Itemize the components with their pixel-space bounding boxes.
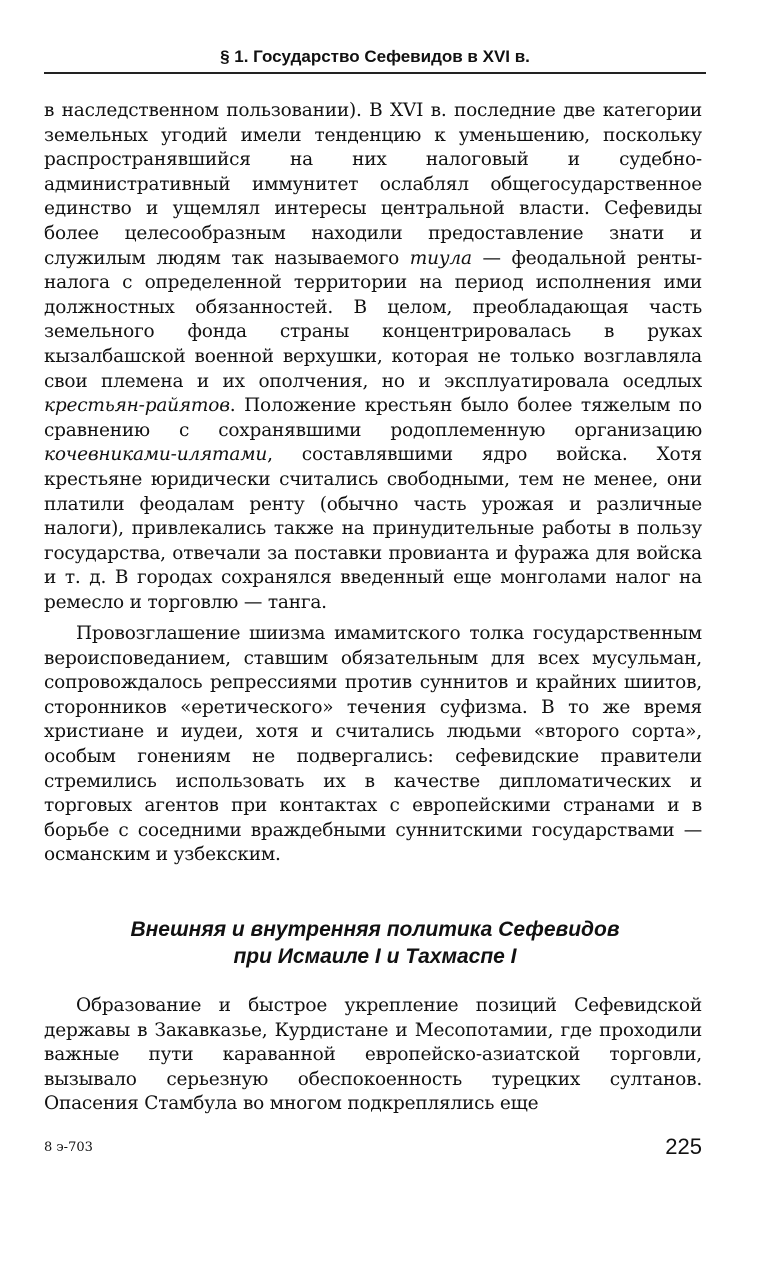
paragraph-text: — феодальной ренты-налога с определенной территории на период исполнения ими должностных обязанностей. В целом, преобладающая часть земельного фонда страны концентрировалась в руках кызалбашской военной верхушки, которая не только возглавляла свои племена и их ополчения, но и эксплуатировала оседлых	[44, 247, 702, 392]
paragraph-text: , составлявшими ядро войска. Хотя крестьяне юридически считались свободными, тем не менее, они платили феодалам ренту (обычно часть урожая и различные налоги), привлекались также на принудительные работы в пользу государства, отвечали за поставки провианта и фуража для войска и т. д. В городах сохранялся введенный еще монголами налог на ремесло и торговлю — танга.	[44, 444, 702, 613]
section-heading-line-2: при Исмаиле I и Тахмаспе I	[233, 945, 517, 968]
term-raiyat: крестьян-райятов	[44, 395, 230, 417]
header-rule	[44, 72, 706, 74]
paragraph-text: Образование и быстрое укрепление позиций Сефевидской державы в Закавказье, Курдистане и Месопотамии, где проходили важные пути караванной европейско-азиатской торговли, вызывало серьезную обеспокоенность турецких султанов. Опасения Стамбула во многом подкреплялись еще	[44, 995, 702, 1115]
paragraph-shiism	[44, 622, 702, 868]
paragraph-text: в наследственном пользовании). В XVI в. последние две категории земельных угодий имели тенденцию к уменьшению, поскольку распространявшийся на них налоговый и судебно-административный иммунитет ослаблял общегосударственное единство и ущемлял интересы центральной власти. Сефевиды более целесообразным находили предоставление знати и служилым людям так называемого	[44, 100, 702, 269]
section-heading-line-1: Внешняя и внутренняя политика Сефевидов	[130, 918, 620, 941]
paragraph-formation	[44, 994, 702, 1117]
running-header: § 1. Государство Сефевидов в XVI в.	[220, 47, 530, 66]
section-heading	[60, 916, 690, 970]
paragraph-continued	[44, 99, 702, 615]
term-tiula: тиула	[409, 247, 472, 269]
printer-signature: 8 э-703	[44, 1140, 93, 1155]
page-number: 225	[665, 1134, 702, 1159]
paragraph-text: Провозглашение шиизма имамитского толка государственным вероисповеданием, ставшим обязательным для всех мусульман, сопровождалось репрессиями против суннитов и крайних шиитов, сторонников «еретического» течения суфизма. В то же время христиане и иудеи, хотя и считались людьми «второго сорта», особым гонениям не подвергались: сефевидские правители стремились использовать их в качестве дипломатических и торговых агентов при контактах с европейскими странами и в борьбе с соседними враждебными суннитскими государствами — османским и узбекским.	[44, 623, 702, 866]
term-ilyat: кочевниками-илятами	[44, 444, 268, 466]
paragraph-text: . Положение крестьян было более тяжелым по сравнению с сохранявшими родоплеменную организацию	[44, 395, 702, 441]
